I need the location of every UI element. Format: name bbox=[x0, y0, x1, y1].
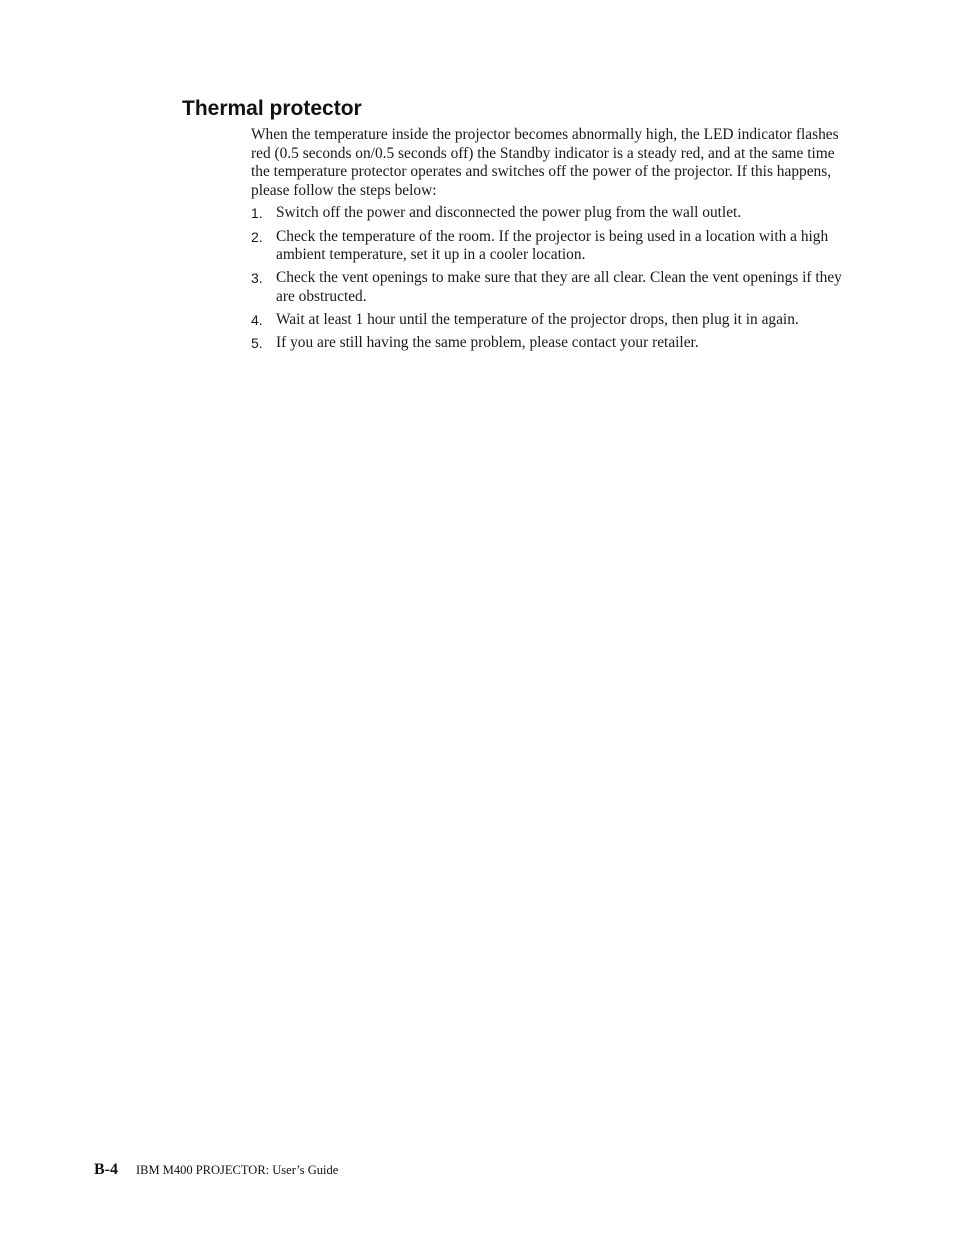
step-text: Switch off the power and disconnected the power plug from the wall outlet. bbox=[276, 204, 742, 222]
step-number: 5. bbox=[251, 335, 263, 352]
document-title: IBM M400 PROJECTOR: User’s Guide bbox=[136, 1163, 339, 1177]
step-number: 1. bbox=[251, 205, 263, 222]
page-number: B-4 bbox=[94, 1161, 118, 1178]
intro-paragraph: When the temperature inside the projector becomes abnormally high, the LED indicator flashes red (0.5 seconds on/0.5 seconds off) the Standby indicator is a steady red, and at the same time the temperature protector operates and switches off the power of the projector. If this happens, please follow the steps below: bbox=[251, 126, 839, 199]
step-text: Check the vent openings to make sure that they are all clear. Clean the vent openings if they are obstructed. bbox=[276, 269, 842, 305]
step-item bbox=[251, 228, 851, 265]
step-item bbox=[251, 334, 851, 353]
step-number: 3. bbox=[251, 270, 263, 287]
step-item bbox=[251, 269, 851, 306]
steps-list bbox=[251, 204, 851, 353]
step-number: 2. bbox=[251, 228, 263, 245]
step-item bbox=[251, 311, 851, 330]
step-text: Wait at least 1 hour until the temperature of the projector drops, then plug it in again. bbox=[276, 311, 799, 329]
step-item bbox=[251, 204, 851, 223]
page-footer bbox=[94, 1161, 338, 1179]
step-text: Check the temperature of the room. If the projector is being used in a location with a high ambient temperature, set it up in a cooler location. bbox=[276, 227, 829, 264]
section-body bbox=[251, 126, 851, 358]
section-title: Thermal protector bbox=[182, 97, 362, 120]
step-number: 4. bbox=[251, 312, 263, 329]
step-text: If you are still having the same problem, please contact your retailer. bbox=[276, 334, 699, 352]
